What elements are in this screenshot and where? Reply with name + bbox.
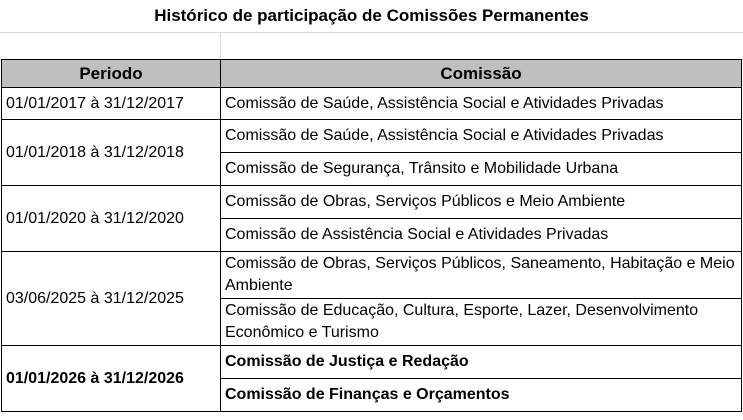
commission-cell[interactable]: Comissão de Assistência Social e Atividades Privadas <box>221 219 742 252</box>
table-row <box>2 346 742 379</box>
commission-cell[interactable]: Comissão de Educação, Cultura, Esporte, Lazer, Desenvolvimento Econômico e Turismo <box>221 299 742 346</box>
commission-cell[interactable]: Comissão de Saúde, Assistência Social e Atividades Privadas <box>221 88 742 120</box>
grid-line <box>220 32 221 59</box>
table-row <box>2 186 742 219</box>
commission-cell[interactable]: Comissão de Saúde, Assistência Social e Atividades Privadas <box>221 120 742 153</box>
table-row <box>2 88 742 120</box>
commission-cell[interactable]: Comissão de Justiça e Redação <box>221 346 742 379</box>
period-cell[interactable]: 01/01/2017 à 31/12/2017 <box>2 88 221 120</box>
table-header-row <box>2 60 742 88</box>
commission-cell[interactable]: Comissão de Obras, Serviços Públicos e Meio Ambiente <box>221 186 742 219</box>
commission-history-table <box>1 59 742 412</box>
header-commission[interactable]: Comissão <box>221 60 742 88</box>
header-period[interactable]: Periodo <box>2 60 221 88</box>
grid-line <box>0 32 743 33</box>
period-cell[interactable]: 01/01/2020 à 31/12/2020 <box>2 186 221 252</box>
period-cell[interactable]: 01/01/2026 à 31/12/2026 <box>2 346 221 412</box>
page-title: Histórico de participação de Comissões Permanentes <box>154 6 589 25</box>
commission-cell[interactable]: Comissão de Segurança, Trânsito e Mobilidade Urbana <box>221 153 742 186</box>
commission-cell[interactable]: Comissão de Obras, Serviços Públicos, Saneamento, Habitação e Meio Ambiente <box>221 252 742 299</box>
table-row <box>2 252 742 299</box>
period-cell[interactable]: 01/01/2018 à 31/12/2018 <box>2 120 221 186</box>
commission-cell[interactable]: Comissão de Finanças e Orçamentos <box>221 379 742 412</box>
table-row <box>2 120 742 153</box>
period-cell[interactable]: 03/06/2025 à 31/12/2025 <box>2 252 221 346</box>
